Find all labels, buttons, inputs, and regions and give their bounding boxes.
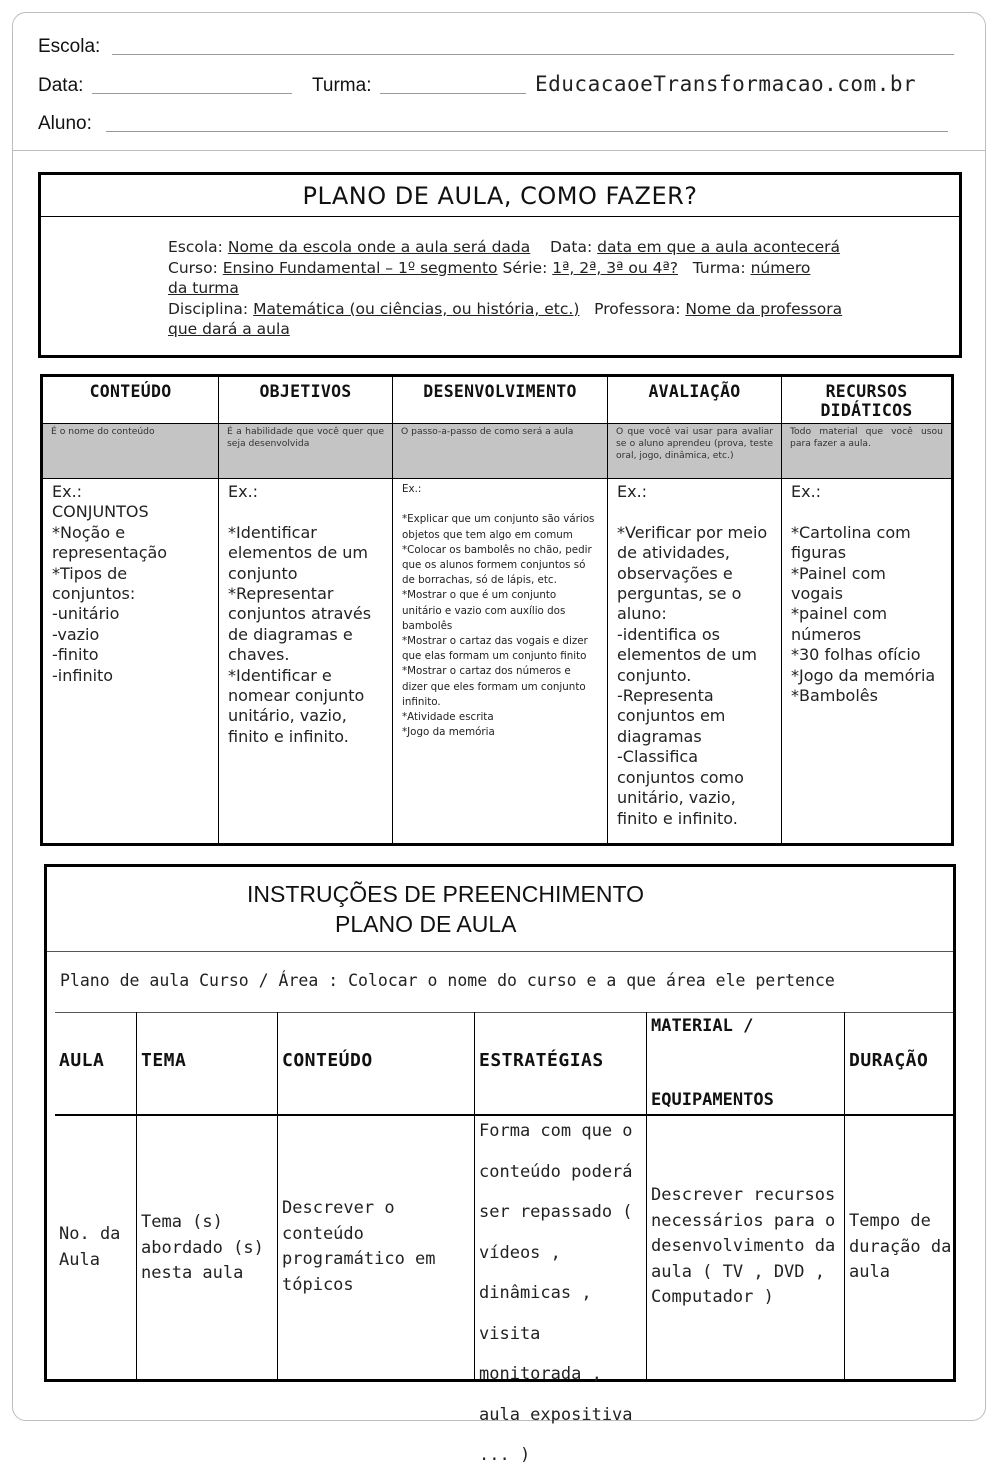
column-body: Ex.: *Explicar que um conjunto são vários objetos que tem algo em comum *Colocar os bambolês no chão, pedir que os alunos formem conjuntos só de borrachas, só de lápis, etc. *Mostrar o que é um conjunto unitário e vazio com auxílio dos bambolês *Mostrar o cartaz das vogais e dizer que elas formam um conjunto finito *Mostrar o cartaz dos números e dizer que eles formam um conjunto infinito. *Atividade escrita *Jogo da memória — [402, 483, 595, 739]
column-header: RECURSOS DIDÁTICOS — [820, 382, 913, 420]
data-field-label: Data: — [550, 238, 593, 256]
professora-field-value: Nome da professora — [685, 299, 843, 318]
column-conteudo — [43, 377, 219, 843]
escola-label: Escola: — [38, 36, 101, 57]
col-conteudo — [278, 1012, 475, 1379]
header-material-bottom: EQUIPAMENTOS — [651, 1090, 774, 1110]
data-field-value: data em que a aula acontecerá — [597, 238, 841, 256]
column-description: É a habilidade que você quer que seja desenvolvida — [219, 423, 392, 479]
header-tema: TEMA — [141, 1050, 187, 1071]
instructions-title-line2: PLANO DE AULA — [335, 911, 517, 937]
cell-duracao: Tempo de duração da aula — [849, 1211, 952, 1282]
column-header: OBJETIVOS — [259, 382, 352, 401]
header-estrategias: ESTRATÉGIAS — [479, 1050, 604, 1071]
column-body: Ex.: CONJUNTOS *Noção e representação *Tipos de conjuntos: -unitário -vazio -finito -infinito — [52, 482, 168, 685]
info-line-1 — [168, 237, 948, 258]
aluno-line[interactable] — [106, 131, 948, 132]
escola-field-value: Nome da escola onde a aula será dada — [227, 238, 531, 256]
cell-tema: Tema (s) abordado (s) nesta aula — [141, 1212, 264, 1283]
col-estrategias — [475, 1012, 647, 1465]
column-description: O que você vai usar para avaliar se o aluno aprendeu (prova, teste oral, jogo, dinâmica, etc.) — [608, 423, 781, 479]
data-label: Data: — [38, 75, 84, 96]
info-line-4 — [168, 299, 948, 320]
header-divider — [12, 150, 986, 151]
turma-line[interactable] — [380, 93, 526, 94]
escola-line[interactable] — [112, 54, 954, 55]
cell-material: Descrever recursos necessários para o desenvolvimento da aula ( TV , DVD , Computador ) — [651, 1185, 836, 1307]
serie-field-value: 1ª, 2ª, 3ª ou 4ª? — [552, 258, 678, 277]
plan-info — [168, 237, 948, 340]
column-objetivos — [219, 377, 393, 843]
escola-field-label: Escola: — [168, 238, 223, 256]
col-material — [647, 1012, 845, 1379]
info-line-3 — [168, 278, 948, 299]
column-recursos — [782, 377, 951, 843]
curso-field-value: Ensino Fundamental – 1º segmento — [222, 258, 498, 277]
column-header: DESENVOLVIMENTO — [423, 382, 577, 401]
column-body: Ex.: *Identificar elementos de um conjunto *Representar conjuntos através de diagramas e chaves. *Identificar e nomear conjunto unitário, vazio, finito e infinito. — [228, 482, 372, 746]
turma-field-label: Turma: — [692, 258, 746, 277]
brand-name: EducacaoeTransformacao.com.br — [535, 72, 917, 96]
disciplina-field-value: Matemática (ou ciências, ou história, etc.) — [253, 299, 580, 318]
column-body: Ex.: *Cartolina com figuras *Painel com vogais *painel com números *30 folhas ofício *Jogo da memória *Bambolês — [791, 482, 936, 706]
col-duracao — [845, 1012, 957, 1379]
column-desenvolvimento — [393, 377, 608, 843]
cell-aula: No. da Aula — [59, 1224, 121, 1270]
instructions-divider — [47, 951, 953, 952]
professora-field-value-cont: que dará a aula — [168, 320, 290, 338]
turma-label: Turma: — [312, 75, 372, 96]
column-description: É o nome do conteúdo — [43, 423, 218, 479]
plan-table — [40, 374, 954, 846]
disciplina-field-label: Disciplina: — [168, 299, 249, 318]
col-aula — [55, 1012, 137, 1379]
cell-estrategias: Forma com que o conteúdo poderá ser repassado ( vídeos , dinâmicas , visita monitorada , aula expositiva ... ) — [479, 1121, 633, 1465]
column-description: O passo-a-passo de como será a aula — [393, 423, 607, 479]
header-material-top: MATERIAL / — [651, 1016, 754, 1036]
instructions-title — [247, 879, 644, 939]
instructions-box — [44, 864, 956, 1465]
course-area-line: Plano de aula Curso / Área : Colocar o nome do curso e a que área ele pertence — [60, 971, 835, 990]
aluno-label: Aluno: — [38, 113, 92, 134]
turma-field-value-cont: da turma — [168, 279, 239, 297]
plan-info-box — [38, 172, 962, 358]
column-body: Ex.: *Verificar por meio de atividades, observações e perguntas, se o aluno: -identifica os elementos de um conjunto. -Representa conjuntos em diagramas -Classifica conjuntos como unitário, vazio, finito e infinito. — [617, 482, 768, 828]
info-line-2 — [168, 258, 948, 279]
column-avaliacao — [608, 377, 782, 843]
column-header: AVALIAÇÃO — [648, 382, 741, 401]
info-line-5 — [168, 319, 948, 340]
column-header: CONTEÚDO — [89, 382, 172, 401]
turma-field-value: número — [750, 258, 811, 277]
data-line[interactable] — [92, 93, 292, 94]
header-aula: AULA — [59, 1050, 105, 1071]
cell-conteudo: Descrever o conteúdo programático em tópicos — [282, 1198, 436, 1295]
column-description: Todo material que você usou para fazer a aula. — [782, 423, 951, 479]
professora-field-label: Professora: — [594, 299, 681, 318]
header-conteudo: CONTEÚDO — [282, 1050, 373, 1071]
col-tema — [137, 1012, 278, 1379]
instructions-table — [55, 1012, 953, 1465]
plan-title: PLANO DE AULA, COMO FAZER? — [41, 175, 959, 217]
instructions-title-line1: INSTRUÇÕES DE PREENCHIMENTO — [247, 881, 645, 907]
serie-field-label: Série: — [502, 258, 548, 277]
curso-field-label: Curso: — [168, 258, 218, 277]
header-duracao: DURAÇÃO — [849, 1050, 929, 1071]
